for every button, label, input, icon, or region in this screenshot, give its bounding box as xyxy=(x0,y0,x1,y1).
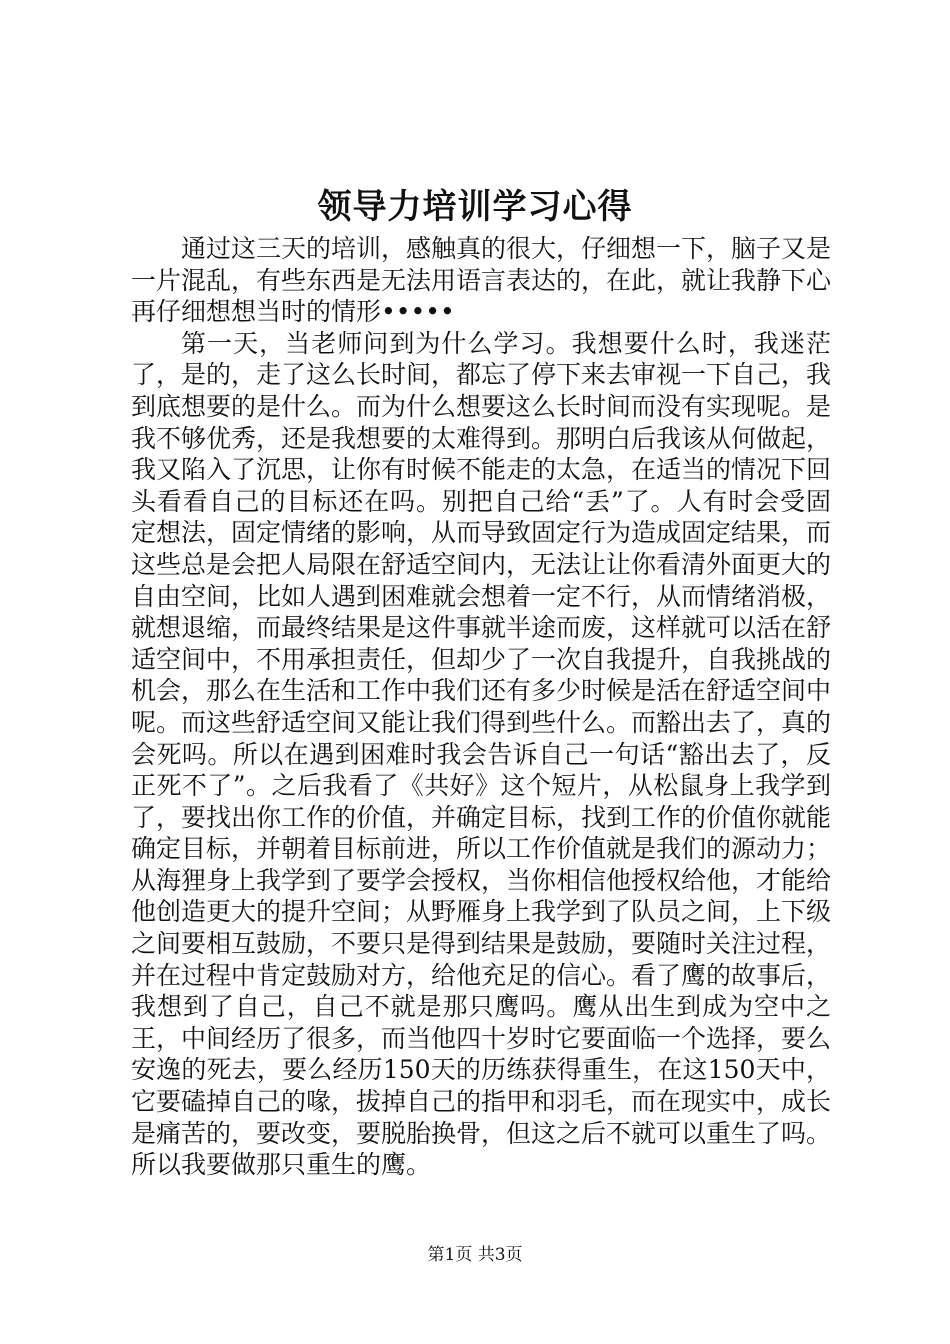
document-body xyxy=(131,233,831,1181)
paragraph-intro: 通过这三天的培训，感触真的很大，仔细想一下，脑子又是一片混乱，有些东西是无法用语言表达的，在此，就让我静下心再仔细想想当时的情形••••• xyxy=(131,234,832,327)
document-title: 领导力培训学习心得 xyxy=(317,187,633,227)
page-footer: 第1页 共3页 xyxy=(427,1245,523,1265)
paragraph-main: 第一天，当老师问到为什么学习。我想要什么时，我迷茫了，是的，走了这么长时间，都忘了停下来去审视一下自己，我到底想要的是什么。而为什么想要这么长时间而没有实现呢。是我不够优秀，还是我想要的太难得到。那明白后我该从何做起，我又陷入了沉思，让你有时候不能走的太急，在适当的情况下回头看看自己的目标还在吗。别把自己给“丢”了。人有时会受固定想法，固定情绪的影响，从而导致固定行为造成固定结果，而这些总是会把人局限在舒适空间内，无法让让你看清外面更大的自由空间，比如人遇到困难就会想着一定不行，从而情绪消极，就想退缩，而最终结果是这件事就半途而废，这样就可以活在舒适空间中，不用承担责任，但却少了一次自我提升，自我挑战的机会，那么在生活和工作中我们还有多少时候是活在舒适空间中呢。而这些舒适空间又能让我们得到些什么。而豁出去了，真的会死吗。所以在遇到困难时我会告诉自己一句话“豁出去了，反正死不了”。之后我看了《共好》这个短片，从松鼠身上我学到了，要找出你工作的价值，并确定目标，找到工作的价值你就能确定目标，并朝着目标前进，所以工作价值就是我们的源动力；从海狸身上我学到了要学会授权，当你相信他授权给他，才能给他创造更大的提升空间；从野雁身上我学到了队员之间，上下级之间要相互鼓励，不要只是得到结果是鼓励，要随时关注过程，并在过程中肯定鼓励对方，给他充足的信心。看了鹰的故事后，我想到了自己，自己不就是那只鹰吗。鹰从出生到成为空中之王，中间经历了很多，而当他四十岁时它要面临一个选择，要么安逸的死去，要么经历150天的历练获得重生，在这150天中，它要磕掉自己的喙，拔掉自己的指甲和羽毛，而在现实中，成长是痛苦的，要改变，要脱胎换骨，但这之后不就可以重生了吗。所以我要做那只重生的鹰。 xyxy=(131,328,832,1180)
